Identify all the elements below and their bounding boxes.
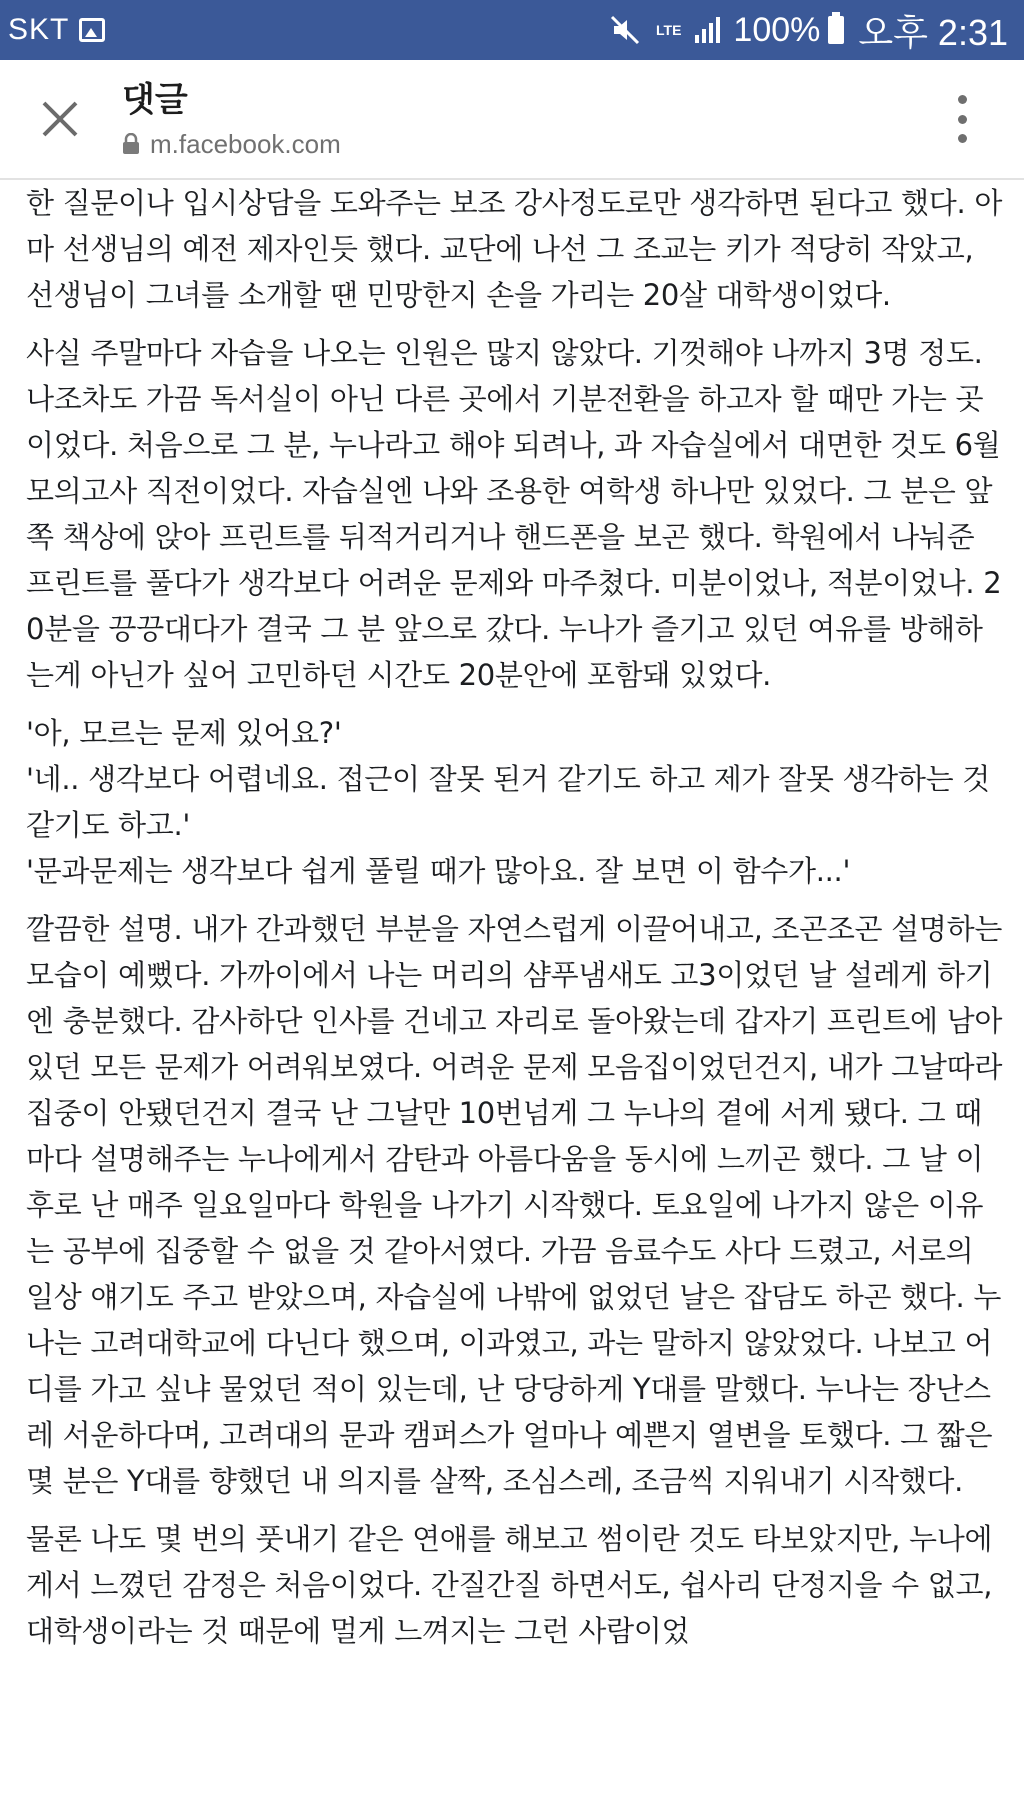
dialogue-line-3: '문과문제는 생각보다 쉽게 풀릴 때가 많아요. 잘 보면 이 함수가...' (26, 854, 851, 888)
app-header (0, 60, 1024, 180)
paragraph-1: 한 질문이나 입시상담을 도와주는 보조 강사정도로만 생각하면 된다고 했다. 아마 선생님의 예전 제자인듯 했다. 교단에 나선 그 조교는 키가 적당히 작았고, 선생님이 그녀를 소개할 땐 민망한지 손을 가리는 20살 대학생이었다. (26, 186, 1003, 312)
url-row (122, 129, 341, 160)
signal-icon (693, 15, 723, 45)
more-options-button[interactable] (950, 95, 974, 143)
comment-content (0, 180, 1024, 1654)
url-text: m.facebook.com (150, 128, 341, 159)
lock-icon (122, 133, 140, 155)
dialogue-line-1: '아, 모르는 문제 있어요?' (26, 716, 342, 750)
close-icon (41, 100, 79, 138)
status-bar-right (596, 5, 1008, 56)
paragraph-2: 사실 주말마다 자습을 나오는 인원은 많지 않았다. 기껏해야 나까지 3명 정도. 나조차도 가끔 독서실이 아닌 다른 곳에서 기분전환을 하고자 할 때만 가는 곳이었다. 처음으로 그 분, 누나라고 해야 되려나, 과 자습실에서 대면한 것도 6월 모의고사 직전이었다. 자습실엔 나와 조용한 여학생 하나만 있었다. 그 분은 앞쪽 책상에 앉아 프린트를 뒤적거리거나 핸드폰을 보곤 했다. 학원에서 나눠준 프린트를 풀다가 생각보다 어려운 문제와 마주쳤다. 미분이었나, 적분이었나. 20분을 끙끙대다가 결국 그 분 앞으로 갔다. 누나가 즐기고 있던 여유를 방해하는게 아닌가 싶어 고민하던 시간도 20분안에 포함돼 있었다. (26, 336, 1002, 692)
close-button[interactable] (30, 89, 90, 149)
dialogue-block (26, 710, 1004, 894)
battery-percent: 100% (733, 10, 821, 49)
image-icon (79, 18, 105, 42)
clock: 오후 2:31 (858, 11, 1008, 53)
paragraph-4: 물론 나도 몇 번의 풋내기 같은 연애를 해보고 썸이란 것도 타보았지만, 누나에게서 느꼈던 감정은 처음이었다. 간질간질 하면서도, 쉽사리 단정지을 수 없고, 대학생이라는 것 때문에 멀게 느껴지는 그런 사람이었 (26, 1522, 993, 1648)
more-vert-icon (958, 95, 967, 104)
status-bar (0, 0, 1024, 60)
mute-icon (608, 13, 642, 47)
more-vert-icon (958, 115, 967, 124)
battery-icon (828, 16, 844, 44)
more-vert-icon (958, 134, 967, 143)
lte-icon: LTE (656, 22, 682, 38)
carrier-label: SKT (8, 13, 70, 46)
header-text (122, 79, 341, 160)
page-title: 댓글 (122, 79, 188, 120)
paragraph-3: 깔끔한 설명. 내가 간과했던 부분을 자연스럽게 이끌어내고, 조곤조곤 설명하는 모습이 예뻤다. 가까이에서 나는 머리의 샴푸냄새도 고3이었던 날 설레게 하기엔 충분했다. 감사하단 인사를 건네고 자리로 돌아왔는데 갑자기 프린트에 남아있던 모든 문제가 어려워보였다. 어려운 문제 모음집이었던건지, 내가 그날따라 집중이 안됐던건지 결국 난 그날만 10번넘게 그 누나의 곁에 서게 됐다. 그 때마다 설명해주는 누나에게서 감탄과 아름다움을 동시에 느끼곤 했다. 그 날 이후로 난 매주 일요일마다 학원을 나가기 시작했다. 토요일에 나가지 않은 이유는 공부에 집중할 수 없을 것 같아서였다. 가끔 음료수도 사다 드렸고, 서로의 일상 얘기도 주고 받았으며, 자습실에 나밖에 없었던 날은 잡담도 하곤 했다. 누나는 고려대학교에 다닌다 했으며, 이과였고, 과는 말하지 않았었다. 나보고 어디를 가고 싶냐 물었던 적이 있는데, 난 당당하게 Y대를 말했다. 누나는 장난스레 서운하다며, 고려대의 문과 캠퍼스가 얼마나 예쁜지 열변을 토했다. 그 짧은 몇 분은 Y대를 향했던 내 의지를 살짝, 조심스레, 조금씩 지워내기 시작했다. (26, 912, 1003, 1498)
dialogue-line-2: '네.. 생각보다 어렵네요. 접근이 잘못 된거 같기도 하고 제가 잘못 생각하는 것 같기도 하고.' (26, 762, 990, 842)
status-bar-left (8, 13, 105, 47)
